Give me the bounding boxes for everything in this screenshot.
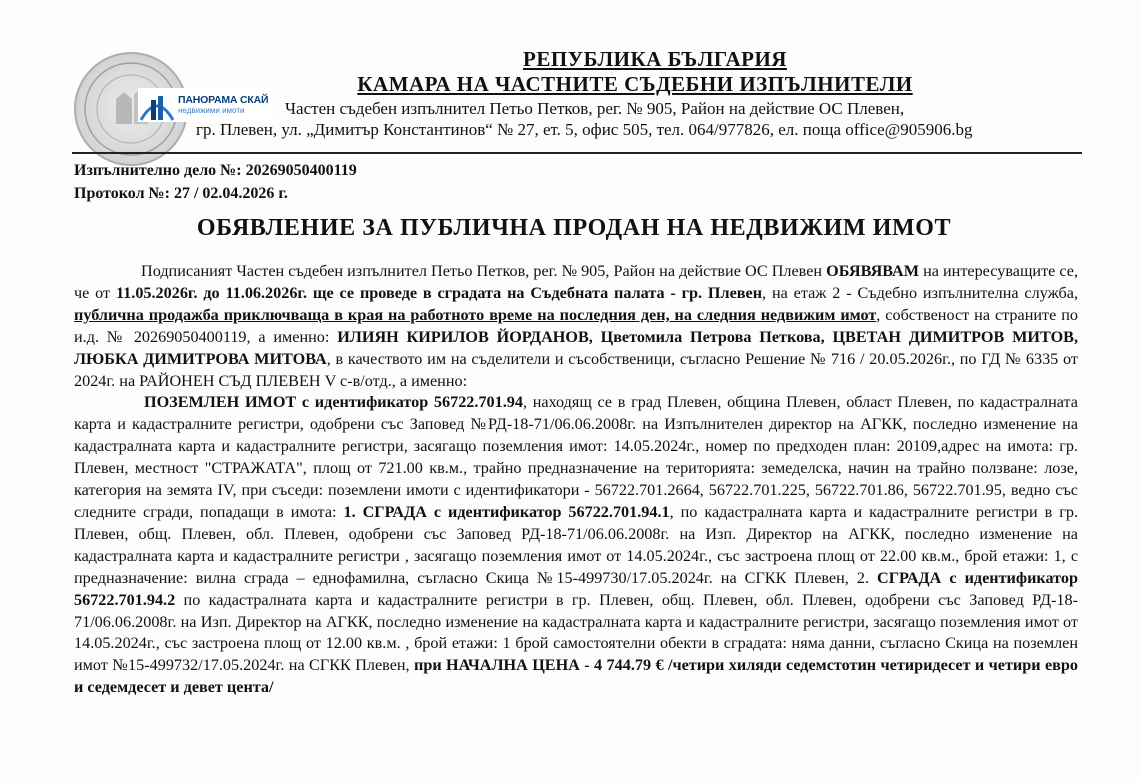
document-title: ОБЯВЛЕНИЕ ЗА ПУБЛИЧНА ПРОДАН НА НЕДВИЖИМ ИМОТ [196,215,952,241]
p1-text-5: , в качеството им на съделители и съсобственици, съгласно Решение № 716 / 20.05.2026г., по ГД № 6335 от 2024г. на РАЙОНЕН СЪД ПЛЕВЕН V с-в/отд., а именно: [74,349,1078,390]
p1-text-3: , на етаж 2 - Съдебно изпълнителна служба, [762,283,1079,302]
p1-sale-terms: публична продажба приключваща в края на работното време на последния ден, на следния недвижим имот [74,305,877,324]
logo-building-icon [138,88,176,122]
p1-text-4: , собственост на страните по и.д. № 20269050400119, а именно: [74,305,1078,346]
header-republic: РЕПУБЛИКА БЪЛГАРИЯ [523,47,787,71]
p1-sale-dates: 11.05.2026г. до 11.06.2026г. ще се проведе в сградата на Съдебната палата - гр. Плевен [115,283,763,302]
logo-name: ПАНОРАМА СКАЙ [178,93,269,106]
document-body [74,261,1078,699]
p2-building-1: 1. СГРАДА с идентификатор 56722.701.94.1 [343,502,670,521]
p2-building-2: СГРАДА с идентификатор 56722.701.94.2 [74,568,1078,609]
p2-starting-price: при НАЧАЛНА ЦЕНА - 4 744.79 € /четири хиляди седемстотин четиридесет и четири евро и седемдесет и девет цента/ [74,656,1078,697]
header-divider [72,152,1082,154]
p2-text-3: по кадастралната карта и кадастралните регистри в гр. Плевен, общ. Плевен, обл. Плевен, одобрени със Заповед РД-18-71/06.06.2008г. на Изп. Директор на АГКК, последно изменение на кадастралната карта и кадастралните регистри, засягащо поземления имот от 14.05.2024г., със застроена площ от 12.00 кв.м. , брой етажи: 1 брой самостоятелни обекти в сградата: няма данни, съгласно Скица на поземлен имот №15-499732/17.05.2024г. на СГКК Плевен, [74,590,1078,675]
header-chamber: КАМАРА НА ЧАСТНИТЕ СЪДЕБНИ ИЗПЪЛНИТЕЛИ [357,72,913,96]
p1-announce-word: ОБЯВЯВАМ [826,262,920,280]
logo-tagline: недвижими имоти [178,106,245,116]
announcement-paragraph [74,261,1078,392]
p1-text-1: Подписаният Частен съдебен изпълнител Петьо Петков, рег. № 905, Район на действие ОС Плевен [141,262,827,280]
p2-text-1: , находящ се в град Плевен, община Плевен, област Плевен, по кадастралната карта и кадастралните регистри, одобрени със Заповед №РД-18-71/06.06.2008г. на Изпълнителен директор на АГКК, последно изменение на кадастралната карта и кадастралните регистри, засягащо поземления имот: 14.05.2024г., номер по предходен план: 20109,адрес на имота: гр. Плевен, местност "СТРАЖАТА", площ от 721.00 кв.м., трайно предназначение на територията: земеделска, начин на трайно ползване: лозе, категория на земята IV, при съседи: поземлени имоти с идентификатори - 56722.701.2664, 56722.701.225, 56722.701.86, 56722.701.95, ведно със следните сгради, попадащи в имота: [74,393,1078,521]
header-officer-line: Частен съдебен изпълнител Петьо Петков, рег. № 905, Район на действие ОС Плевен, [285,99,905,118]
company-logo [138,88,270,122]
case-number: Изпълнително дело №: 20269050400119 [74,162,357,179]
p2-text-2: , по кадастралната карта и кадастралните регистри в гр. Плевен, общ. Плевен, обл. Плевен, одобрени със Заповед РД-18-71/06.06.2008г. на Изп. Директор на АГКК, последно изменение на кадастралната карта и кадастралните регистри , засягащо поземления имот от 14.05.2024г., със застроена площ от 22.00 кв.м., брой етажи: 1, с предназначение: вилна сграда – еднофамилна, съгласно Скица №15-499730/17.05.2024г. на СГКК Плевен, 2. [74,502,1079,587]
p2-land-plot: ПОЗЕМЛЕН ИМОТ с идентификатор 56722.701.94 [144,393,523,412]
p1-owners: ИЛИЯН КИРИЛОВ ЙОРДАНОВ, Цветомила Петрова Петкова, ЦВЕТАН ДИМИТРОВ МИТОВ, ЛЮБКА ДИМИТРОВА МИТОВА [74,327,1078,368]
header-address-line: гр. Плевен, ул. „Димитър Константинов“ № 27, ет. 5, офис 505, тел. 064/977826, ел. поща office@905906.bg [196,120,973,139]
p1-text-2: на интересуващите се, че от [74,262,1079,302]
protocol-number: Протокол №: 27 / 02.04.2026 г. [74,185,288,202]
property-paragraph [74,392,1078,699]
